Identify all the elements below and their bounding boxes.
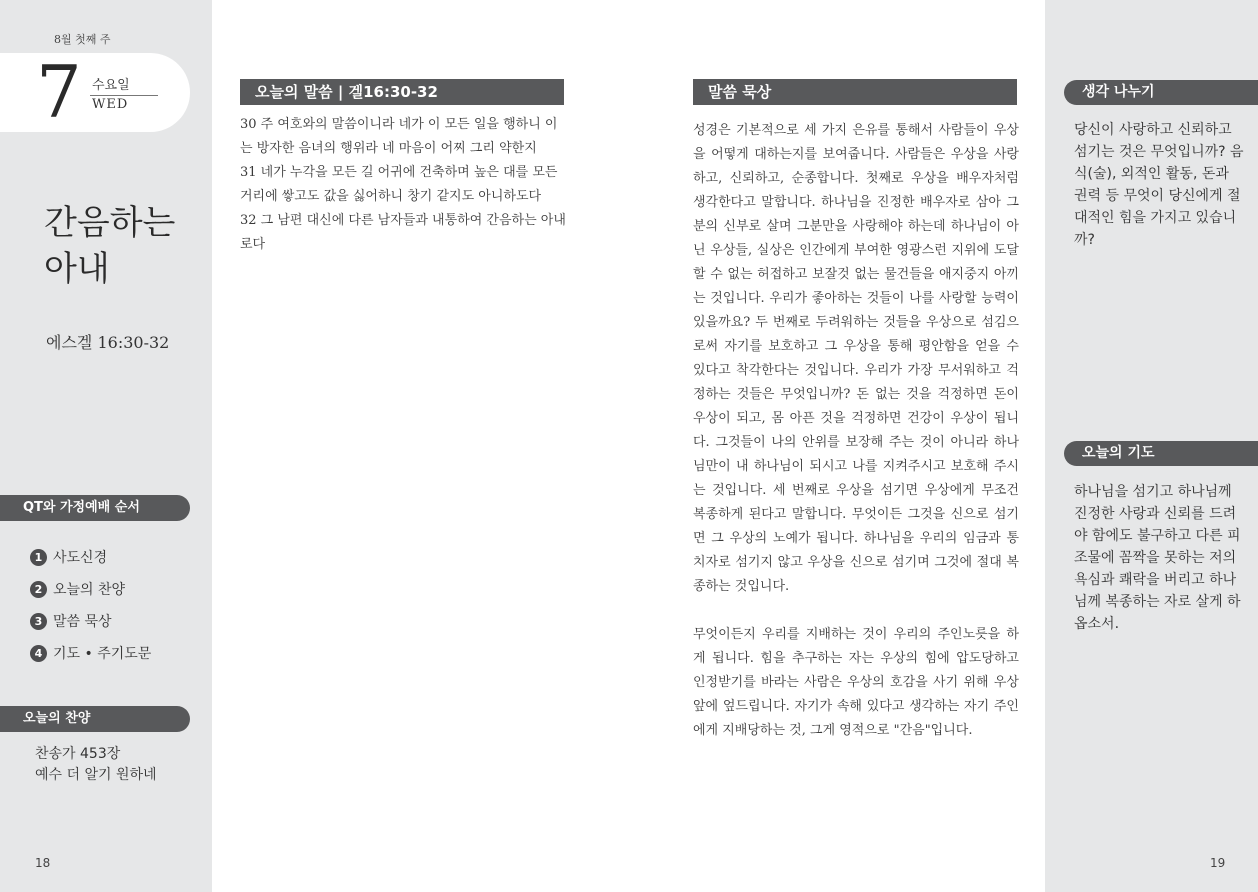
order-item	[30, 605, 151, 637]
day-number: 7	[36, 50, 82, 134]
order-item-label: 말씀 묵상	[53, 614, 112, 630]
verse: 32 그 남편 대신에 다른 남자들과 내통하여 간음하는 아내로다	[240, 213, 566, 252]
week-label: 8월 첫째 주	[54, 33, 111, 46]
hymn-info	[35, 744, 157, 786]
page-number-left: 18	[35, 856, 51, 870]
hymn-heading: 오늘의 찬양	[0, 706, 190, 732]
title-line-1: 간음하는	[44, 203, 176, 243]
verse: 30 주 여호와의 말씀이니라 네가 이 모든 일을 행하니 이는 방자한 음녀의 행위라 네 마음이 어찌 그리 약한지	[240, 117, 558, 156]
day-divider	[90, 95, 158, 96]
title-line-2: 아내	[44, 249, 110, 289]
share-text: 당신이 사랑하고 신뢰하고 섬기는 것은 무엇입니까? 음식(술), 외적인 활동, 돈과 권력 등 무엇이 당신에게 절대적인 힘을 가지고 있습니까?	[1074, 122, 1244, 248]
meditation-paragraph: 무엇이든지 우리를 지배하는 것이 우리의 주인노릇을 하게 됩니다. 힘을 추구하는 자는 우상의 힘에 압도당하고 인정받기를 바라는 사람은 우상의 호감을 사기 위해 우상 앞에 엎드립니다. 자기가 속해 있다고 생각하는 자기 주인에게 지배당하는 것, 그게 영적으로 "간음"입니다.	[693, 627, 1019, 738]
page-number-right: 19	[1210, 856, 1226, 870]
order-item	[30, 573, 151, 605]
hymn-title: 예수 더 알기 원하네	[35, 767, 157, 783]
devotion-title	[44, 200, 175, 292]
number-badge: 3	[30, 613, 47, 630]
word-heading: 오늘의 말씀 | 겔16:30-32	[240, 79, 564, 105]
order-item	[30, 637, 151, 669]
order-item-label: 기도 • 주기도문	[53, 646, 152, 662]
order-item-label: 오늘의 찬양	[53, 582, 126, 598]
day-english: WED	[92, 97, 129, 112]
share-heading: 생각 나누기	[1064, 80, 1258, 105]
meditation-paragraph: 성경은 기본적으로 세 가지 은유를 통해서 사람들이 우상을 어떻게 대하는지를 보여줍니다. 사람들은 우상을 사랑하고, 신뢰하고, 순종합니다. 첫째로 우상을 배우자처럼 생각한다고 말합니다. 하나님을 진정한 배우자로 삼아 그분의 신부로 살며 그분만을 사랑해야 하는데 하나님이 아닌 우상들, 실상은 인간에게 부여한 영광스런 지위에 도달할 수 없는 허접하고 보잘것 없는 물건들을 애지중지 아끼는 것입니다. 우리가 좋아하는 것들이 나를 사랑할 능력이 있을까요? 두 번째로 두려워하는 것들을 우상으로 섬김으로써 자기를 보호하고 그 우상을 통해 평안함을 얻을 수 있다고 착각한다는 것입니다. 우리가 가장 무서워하고 걱정하는 것들은 무엇입니까? 돈 없는 것을 걱정하면 돈이 우상이 되고, 몸 아픈 것을 걱정하면 건강이 우상이 됩니다. 그것들이 나의 안위를 보장해 주는 것이 아니라 하나님만이 내 하나님이 되시고 나를 지켜주시고 보호해 주시는 것입니다. 세 번째로 우상을 섬기면 우상에게 무조건 복종하게 된다고 말합니다. 무엇이든 그것을 신으로 섬기면 그 우상의 노예가 됩니다. 하나님을 우리의 임금과 통치자로 섬기지 않고 우상을 신으로 섬기며 그것에 절대 복종하는 것입니다.	[693, 123, 1019, 594]
hymn-number: 찬송가 453장	[35, 746, 121, 762]
day-korean: 수요일	[92, 78, 130, 93]
number-badge: 4	[30, 645, 47, 662]
qt-order-heading: QT와 가정예배 순서	[0, 495, 190, 521]
verses	[240, 113, 566, 257]
scripture-reference: 에스겔 16:30-32	[46, 333, 170, 352]
order-item	[30, 541, 151, 573]
meditation-text	[693, 119, 1019, 767]
meditation-heading: 말씀 묵상	[693, 79, 1017, 105]
prayer-text: 하나님을 섬기고 하나님께 진정한 사랑과 신뢰를 드려야 함에도 불구하고 다른 피조물에 꼼짝을 못하는 저의 욕심과 쾌락을 버리고 하나님께 복종하는 자로 살게 하옵소서.	[1074, 484, 1241, 632]
order-item-label: 사도신경	[53, 550, 108, 566]
verse: 31 네가 누각을 모든 길 어귀에 건축하며 높은 대를 모든 거리에 쌓고도 값을 싫어하니 창기 같지도 아니하도다	[240, 165, 558, 204]
prayer-heading: 오늘의 기도	[1064, 441, 1258, 466]
number-badge: 2	[30, 581, 47, 598]
number-badge: 1	[30, 549, 47, 566]
qt-order-list	[30, 541, 151, 669]
